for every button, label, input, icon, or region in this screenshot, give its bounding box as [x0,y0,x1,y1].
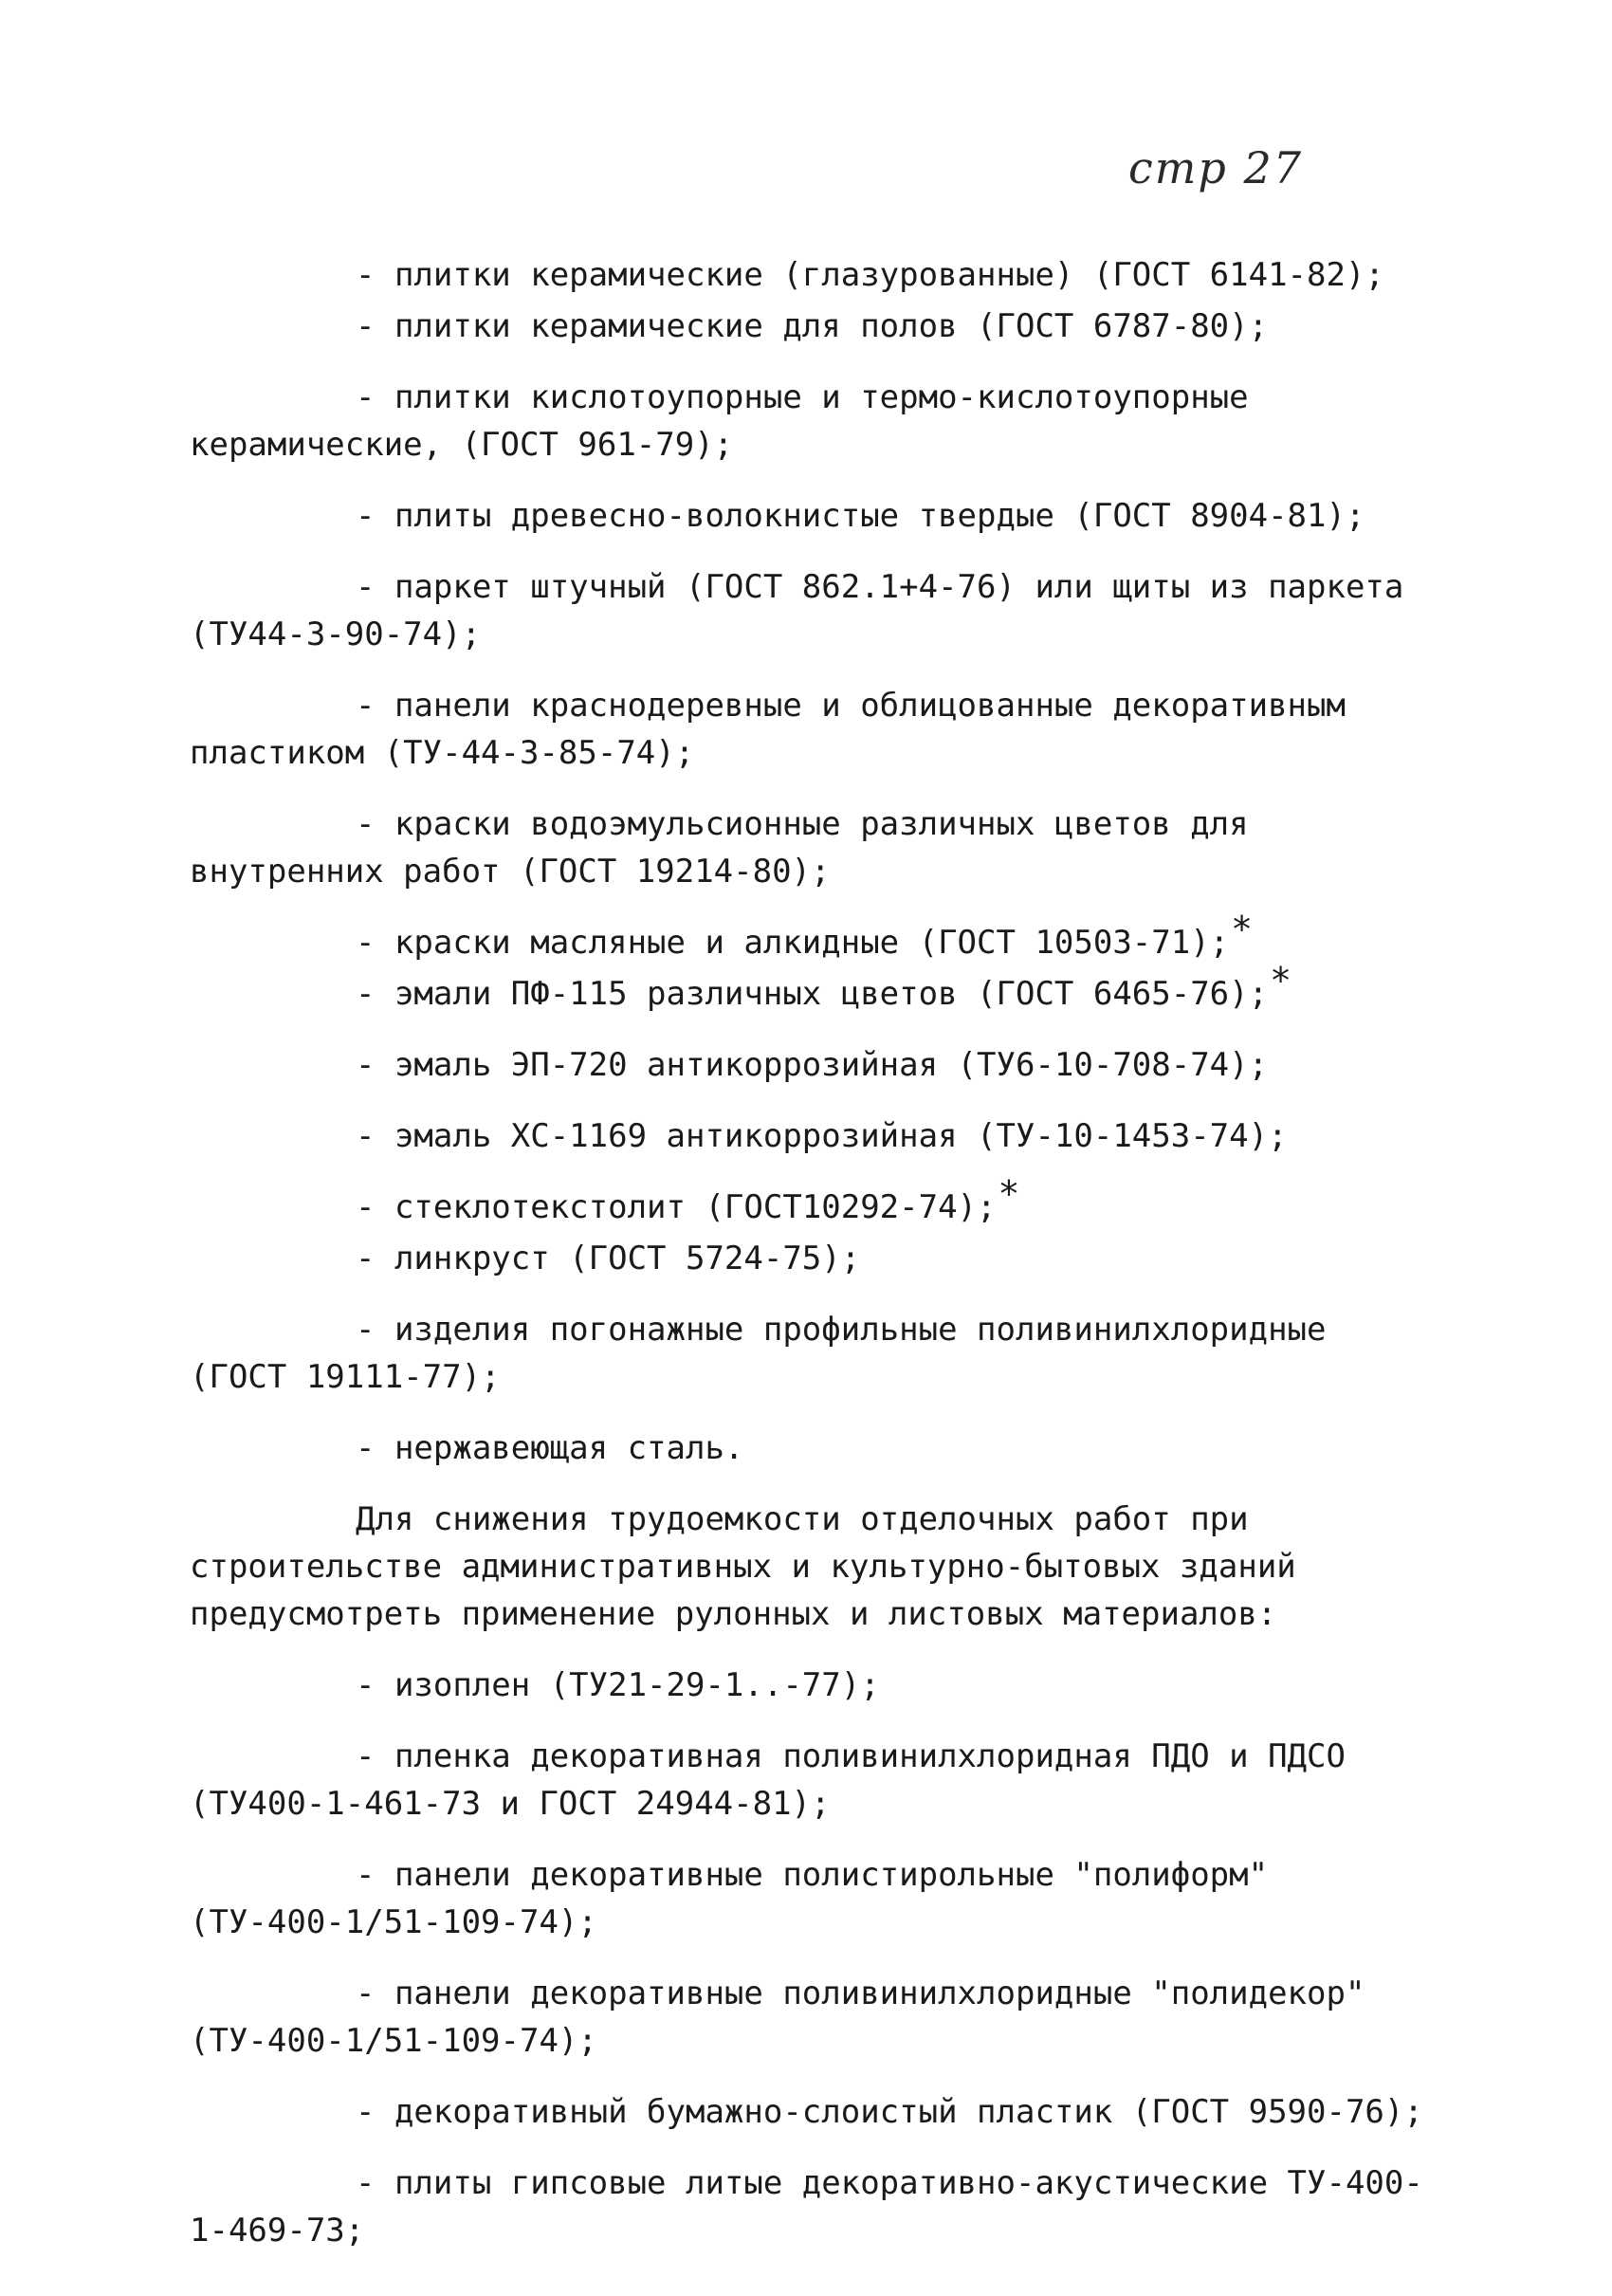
list-item-text: - плиты древесно-волокнистые твердые (ГОСТ 8904-81); [356,497,1365,535]
list-item [190,1970,1441,2065]
list-item-text: - краски водоэмульсионные различных цветов для внутренних работ (ГОСТ 19214-80); [190,805,1249,891]
list-item [190,2159,1441,2254]
list-item [190,1424,1441,1472]
list-item-text: - панели краснодеревные и облицованные декоративным пластиком (ТУ-44-3-85-74); [190,687,1346,772]
list-item [190,908,1441,966]
list-item [190,374,1441,468]
list-item [190,1235,1441,1282]
document-body [190,251,1441,2278]
page-number: стр 27 [1128,142,1303,193]
list-item [190,1662,1441,1709]
footnote-asterisk: * [1270,959,1291,1001]
list-item-text: - краски масляные и алкидные (ГОСТ 10503-71); [356,924,1230,962]
list-item-text: - декоративный бумажно-слоистый пластик (ГОСТ 9590-76); [356,2093,1423,2131]
list-item-text: - плиты гипсовые литые декоративно-акустические ТУ-400-1-469-73; [190,2164,1423,2250]
list-item-text: - стеклотекстолит (ГОСТ10292-74); [356,1188,997,1226]
materials-list [190,251,1441,1472]
list-item-text: - плитки керамические для полов (ГОСТ 6787-80); [356,307,1269,345]
list-item-text: - паркет штучный (ГОСТ 862.1+4-76) или щиты из паркета (ТУ44-3-90-74); [190,568,1404,653]
list-item-text: - пленка декоративная поливинилхлоридная ПДО и ПДСО (ТУ400-1-461-73 и ГОСТ 24944-81); [190,1737,1346,1823]
list-item [190,1041,1441,1089]
list-item [190,1112,1441,1160]
list-item [190,251,1441,299]
list-item [190,1851,1441,1946]
list-item [190,563,1441,658]
list-item-text: - изоплен (ТУ21-29-1..-77); [356,1666,880,1704]
list-item [190,492,1441,540]
list-item [190,2088,1441,2136]
list-item-text: - линкруст (ГОСТ 5724-75); [356,1240,861,1277]
list-item [190,1733,1441,1828]
list-item-text: - панели декоративные поливинилхлоридные "полидекор" (ТУ-400-1/51-109-74); [190,1975,1365,2060]
footnote-asterisk: * [1231,908,1254,950]
list-item [190,800,1441,895]
list-item-text: - эмаль ЭП-720 антикоррозийная (ТУ6-10-708-74); [356,1046,1269,1084]
list-item-text: - панели декоративные полистирольные "полиформ" (ТУ-400-1/51-109-74); [190,1856,1269,1941]
footnote-asterisk: * [998,1172,1020,1215]
instruction-paragraph: Для снижения трудоемкости отделочных работ при строительстве административных и культурно-бытовых зданий предусмотреть применение рулонных и листовых материалов: [190,1500,1296,1633]
list-item-text: - эмали ПФ-115 различных цветов (ГОСТ 6465-76); [356,975,1269,1013]
list-item [190,1306,1441,1401]
list-item [190,682,1441,777]
list-item-text: - плитки кислотоупорные и термо-кислотоупорные керамические, (ГОСТ 961-79); [190,378,1249,464]
list-item-text: - эмаль ХС-1169 антикоррозийная (ТУ-10-1453-74); [356,1117,1288,1155]
list-item-text: - нержавеющая сталь. [356,1429,744,1467]
list-item [190,1172,1441,1231]
list-item [190,959,1441,1018]
list-item-text: - плитки керамические (глазурованные) (ГОСТ 6141-82); [356,256,1384,294]
roll-materials-list [190,1662,1441,2254]
list-item-text: - изделия погонажные профильные поливинилхлоридные (ГОСТ 19111-77); [190,1311,1327,1396]
list-item [190,303,1441,350]
